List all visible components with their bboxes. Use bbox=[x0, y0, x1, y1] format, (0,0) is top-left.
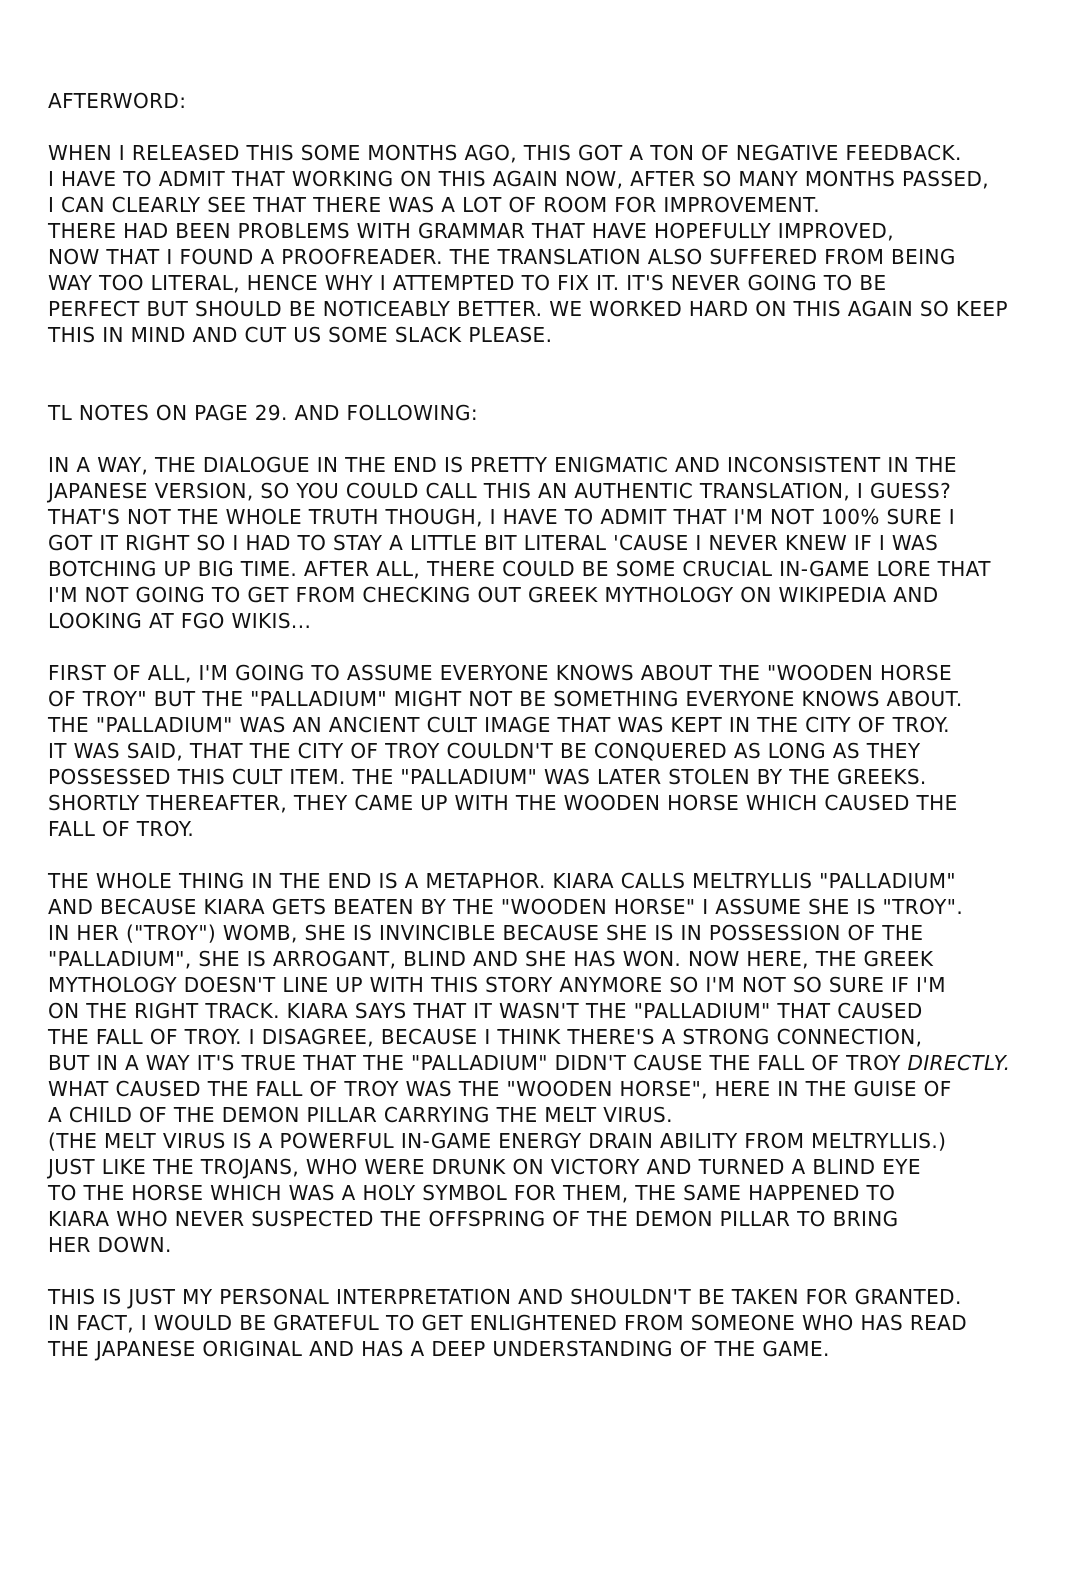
text-line: AND BECAUSE KIARA GETS BEATEN BY THE "WOODEN HORSE" I ASSUME SHE IS "TROY". bbox=[48, 895, 964, 919]
text-line: THERE HAD BEEN PROBLEMS WITH GRAMMAR THAT HAVE HOPEFULLY IMPROVED, bbox=[48, 219, 894, 243]
text-line: "PALLADIUM", SHE IS ARROGANT, BLIND AND SHE HAS WON. NOW HERE, THE GREEK bbox=[48, 947, 934, 971]
text-line: I CAN CLEARLY SEE THAT THERE WAS A LOT OF ROOM FOR IMPROVEMENT. bbox=[48, 193, 821, 217]
text-line: BOTCHING UP BIG TIME. AFTER ALL, THERE COULD BE SOME CRUCIAL IN-GAME LORE THAT bbox=[48, 557, 991, 581]
text-line: NOW THAT I FOUND A PROOFREADER. THE TRANSLATION ALSO SUFFERED FROM BEING bbox=[48, 245, 956, 269]
text-line: THE "PALLADIUM" WAS AN ANCIENT CULT IMAGE THAT WAS KEPT IN THE CITY OF TROY. bbox=[48, 713, 950, 737]
afterword-heading: AFTERWORD: bbox=[48, 89, 187, 113]
emphasized-word: DIRECTLY. bbox=[907, 1051, 1011, 1075]
text-line: SHORTLY THEREAFTER, THEY CAME UP WITH THE WOODEN HORSE WHICH CAUSED THE bbox=[48, 791, 958, 815]
text-line: THE WHOLE THING IN THE END IS A METAPHOR. KIARA CALLS MELTRYLLIS "PALLADIUM" bbox=[48, 869, 956, 893]
text-line: LOOKING AT FGO WIKIS... bbox=[48, 609, 312, 633]
text-line: WAY TOO LITERAL, HENCE WHY I ATTEMPTED TO FIX IT. IT'S NEVER GOING TO BE bbox=[48, 271, 887, 295]
text-line: THE FALL OF TROY. I DISAGREE, BECAUSE I THINK THERE'S A STRONG CONNECTION, bbox=[48, 1025, 923, 1049]
text-line: HER DOWN. bbox=[48, 1233, 172, 1257]
text-line: WHAT CAUSED THE FALL OF TROY WAS THE "WOODEN HORSE", HERE IN THE GUISE OF bbox=[48, 1077, 952, 1101]
text-line: THAT'S NOT THE WHOLE TRUTH THOUGH, I HAVE TO ADMIT THAT I'M NOT 100% SURE I bbox=[48, 505, 956, 529]
text-line: ON THE RIGHT TRACK. KIARA SAYS THAT IT WASN'T THE "PALLADIUM" THAT CAUSED bbox=[48, 999, 923, 1023]
text-segment: BUT IN A WAY IT'S TRUE THAT THE "PALLADIUM" DIDN'T CAUSE THE FALL OF TROY bbox=[48, 1051, 908, 1075]
text-line: FIRST OF ALL, I'M GOING TO ASSUME EVERYONE KNOWS ABOUT THE "WOODEN HORSE bbox=[48, 661, 953, 685]
text-line: THE JAPANESE ORIGINAL AND HAS A DEEP UNDERSTANDING OF THE GAME. bbox=[48, 1337, 830, 1361]
text-line: FALL OF TROY. bbox=[48, 817, 195, 841]
text-line-with-emphasis bbox=[48, 1050, 1010, 1076]
text-line: (THE MELT VIRUS IS A POWERFUL IN-GAME ENERGY DRAIN ABILITY FROM MELTRYLLIS.) bbox=[48, 1129, 947, 1153]
text-line: JUST LIKE THE TROJANS, WHO WERE DRUNK ON VICTORY AND TURNED A BLIND EYE bbox=[48, 1155, 921, 1179]
text-line: I HAVE TO ADMIT THAT WORKING ON THIS AGAIN NOW, AFTER SO MANY MONTHS PASSED, bbox=[48, 167, 990, 191]
text-line: KIARA WHO NEVER SUSPECTED THE OFFSPRING OF THE DEMON PILLAR TO BRING bbox=[48, 1207, 899, 1231]
text-line: THIS IN MIND AND CUT US SOME SLACK PLEASE. bbox=[48, 323, 553, 347]
text-line: IN FACT, I WOULD BE GRATEFUL TO GET ENLIGHTENED FROM SOMEONE WHO HAS READ bbox=[48, 1311, 968, 1335]
text-line: JAPANESE VERSION, SO YOU COULD CALL THIS AN AUTHENTIC TRANSLATION, I GUESS? bbox=[48, 479, 952, 503]
text-line: I'M NOT GOING TO GET FROM CHECKING OUT GREEK MYTHOLOGY ON WIKIPEDIA AND bbox=[48, 583, 939, 607]
text-line: THIS IS JUST MY PERSONAL INTERPRETATION AND SHOULDN'T BE TAKEN FOR GRANTED. bbox=[48, 1285, 962, 1309]
text-line: WHEN I RELEASED THIS SOME MONTHS AGO, THIS GOT A TON OF NEGATIVE FEEDBACK. bbox=[48, 141, 962, 165]
text-line: IN HER ("TROY") WOMB, SHE IS INVINCIBLE BECAUSE SHE IS IN POSSESSION OF THE bbox=[48, 921, 924, 945]
tl-notes-heading: TL NOTES ON PAGE 29. AND FOLLOWING: bbox=[48, 401, 478, 425]
text-line: IN A WAY, THE DIALOGUE IN THE END IS PRETTY ENIGMATIC AND INCONSISTENT IN THE bbox=[48, 453, 957, 477]
text-line: A CHILD OF THE DEMON PILLAR CARRYING THE MELT VIRUS. bbox=[48, 1103, 673, 1127]
text-line: OF TROY" BUT THE "PALLADIUM" MIGHT NOT BE SOMETHING EVERYONE KNOWS ABOUT. bbox=[48, 687, 963, 711]
text-line: PERFECT BUT SHOULD BE NOTICEABLY BETTER. WE WORKED HARD ON THIS AGAIN SO KEEP bbox=[48, 297, 1008, 321]
text-line: POSSESSED THIS CULT ITEM. THE "PALLADIUM" WAS LATER STOLEN BY THE GREEKS. bbox=[48, 765, 927, 789]
text-line: MYTHOLOGY DOESN'T LINE UP WITH THIS STORY ANYMORE SO I'M NOT SO SURE IF I'M bbox=[48, 973, 946, 997]
text-line: IT WAS SAID, THAT THE CITY OF TROY COULDN'T BE CONQUERED AS LONG AS THEY bbox=[48, 739, 921, 763]
text-line: TO THE HORSE WHICH WAS A HOLY SYMBOL FOR THEM, THE SAME HAPPENED TO bbox=[48, 1181, 896, 1205]
text-line: GOT IT RIGHT SO I HAD TO STAY A LITTLE BIT LITERAL 'CAUSE I NEVER KNEW IF I WAS bbox=[48, 531, 939, 555]
